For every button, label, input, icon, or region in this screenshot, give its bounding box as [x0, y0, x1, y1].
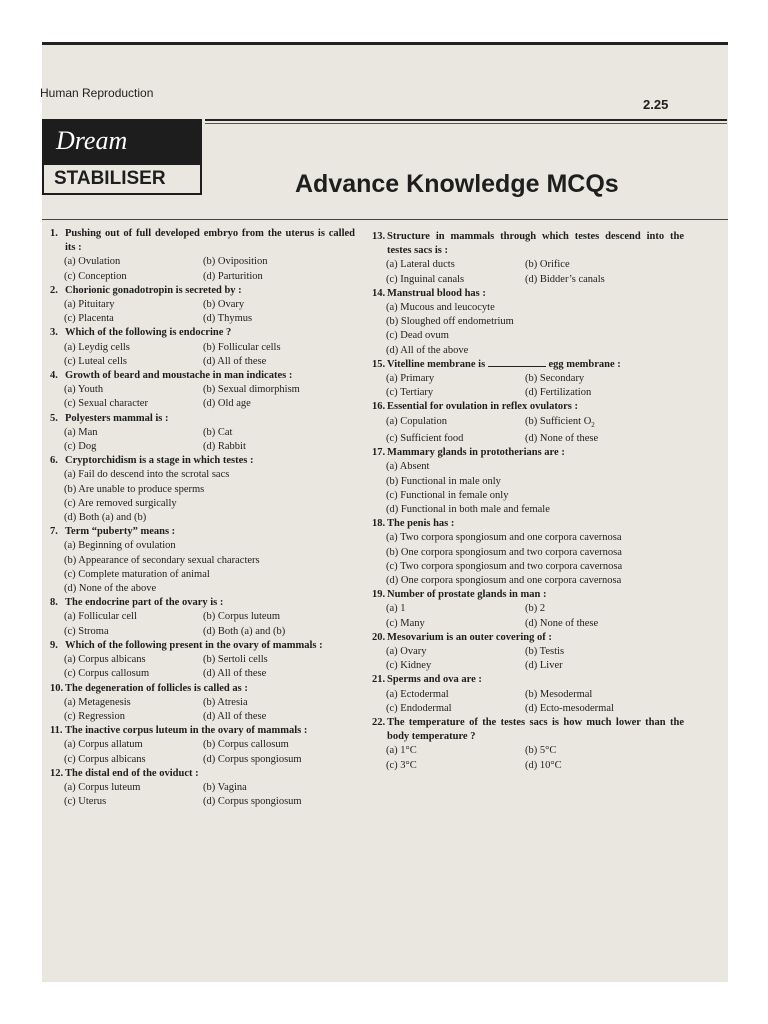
question-text	[65, 767, 355, 781]
option-grid	[372, 460, 684, 517]
option: (b) Vagina	[203, 781, 247, 793]
question-text-main: Vitelline membrane is	[387, 358, 486, 370]
question-stem	[50, 639, 355, 653]
question-number: 10.	[50, 682, 64, 694]
option: (d) Old age	[203, 398, 251, 410]
question-text-main: The degeneration of follicles is called as :	[65, 682, 248, 694]
question-stem	[372, 230, 684, 258]
question-stem	[50, 596, 355, 610]
question	[50, 284, 355, 327]
question-text	[387, 588, 684, 602]
question-number: 3.	[50, 327, 58, 339]
question-stem	[372, 716, 684, 744]
option: (d) None of these	[525, 432, 599, 444]
option: (a) Corpus allatum	[64, 739, 143, 751]
question	[372, 358, 684, 401]
option: (a) Youth	[64, 384, 104, 396]
question-text	[387, 287, 684, 301]
question-text	[387, 230, 684, 258]
option: (a) Follicular cell	[64, 611, 137, 623]
option: (d) All of the above	[386, 344, 469, 356]
option: (b) Functional in male only	[386, 475, 501, 487]
question-number: 15.	[372, 358, 386, 370]
question-stem	[372, 358, 684, 372]
option: (b) Testis	[525, 645, 565, 657]
question	[50, 369, 355, 412]
option: (a) Man	[64, 426, 98, 438]
option: (a) Mucous and leucocyte	[386, 302, 495, 314]
option: (c) Tertiary	[386, 387, 434, 399]
question-number: 5.	[50, 412, 58, 424]
question-stem	[372, 631, 684, 645]
question-number: 19.	[372, 589, 386, 601]
option: (a) Two corpora spongiosum and one corpora cavernosa	[386, 532, 622, 544]
option: (a) 1	[386, 603, 406, 615]
question-text-main: Polyesters mammal is :	[65, 412, 169, 424]
option: (b) Orifice	[525, 259, 570, 271]
question	[50, 525, 355, 596]
question-text	[387, 358, 684, 372]
question-text-main: Cryptorchidism is a stage in which testes :	[65, 455, 254, 467]
section-title: Advance Knowledge MCQs	[295, 170, 619, 198]
question-text	[65, 639, 355, 653]
question-text-main: Growth of beard and moustache in man indicates :	[65, 370, 293, 382]
option: (a) Lateral ducts	[386, 259, 455, 271]
option-grid	[372, 258, 684, 286]
question-number: 18.	[372, 518, 386, 530]
question	[50, 596, 355, 639]
question-text-main: Essential for ovulation in reflex ovulators :	[387, 401, 578, 413]
option: (c) 3°C	[386, 759, 417, 771]
question-text	[387, 631, 684, 645]
question-stem	[50, 525, 355, 539]
question-text	[65, 682, 355, 696]
option: (b) One corpora spongiosum and two corpora cavernosa	[386, 546, 622, 558]
question-stem	[372, 673, 684, 687]
option: (d) None of these	[525, 617, 599, 629]
option: (a) Ovary	[386, 645, 427, 657]
option-grid	[50, 426, 355, 454]
option: (a) Metagenesis	[64, 696, 131, 708]
question-text	[65, 326, 355, 340]
question-text-main: Mammary glands in prototherians are :	[387, 447, 565, 459]
question-number: 17.	[372, 447, 386, 459]
question-text	[65, 724, 355, 738]
option: (b) Corpus luteum	[203, 611, 280, 623]
question-text	[65, 525, 355, 539]
option: (a) Primary	[386, 373, 435, 385]
option: (d) Functional in both male and female	[386, 503, 550, 515]
header-rule	[205, 119, 727, 121]
top-border	[42, 42, 728, 45]
question-text-end: egg membrane :	[548, 358, 621, 370]
question-text	[65, 596, 355, 610]
question-text	[387, 400, 684, 414]
question-text-main: The distal end of the oviduct :	[65, 767, 199, 779]
question-text-main: The temperature of the testes sacs is how much lower than the body temperature ?	[387, 717, 684, 743]
question-text	[387, 673, 684, 687]
option: (c) Sufficient food	[386, 432, 464, 444]
question-number: 14.	[372, 287, 386, 299]
option: (b) 2	[525, 603, 546, 615]
question-text-main: Pushing out of full developed embryo from the uterus is called its :	[65, 228, 355, 254]
option: (d) Parturition	[203, 270, 263, 282]
question-stem	[50, 369, 355, 383]
option: (d) One corpora spongiosum and one corpora cavernosa	[386, 574, 622, 586]
option: (b) Oviposition	[203, 256, 268, 268]
option: (c) Two corpora spongiosum and two corpora cavernosa	[386, 560, 623, 572]
option-grid	[50, 539, 355, 596]
option: (d) Fertilization	[525, 387, 592, 399]
answer-blank	[488, 366, 546, 367]
question	[50, 724, 355, 767]
question-stem	[50, 412, 355, 426]
question-number: 7.	[50, 526, 58, 538]
question-text-main: Mesovarium is an outer covering of :	[387, 631, 552, 643]
question-text	[387, 716, 684, 744]
question-stem	[50, 227, 355, 255]
question-stem	[372, 588, 684, 602]
option: (d) None of the above	[64, 583, 157, 595]
option: (c) Endodermal	[386, 702, 452, 714]
option-grid	[372, 602, 684, 630]
option: (b) Atresia	[203, 696, 248, 708]
option-grid	[372, 688, 684, 716]
option: (b) 5°C	[525, 745, 557, 757]
question-number: 22.	[372, 717, 386, 728]
option-grid	[372, 301, 684, 358]
option: (b) Secondary	[525, 373, 585, 385]
question-number: 13.	[372, 231, 386, 242]
option: (c) Dead ovum	[386, 330, 449, 342]
question-stem	[50, 724, 355, 738]
header-rule-thin	[205, 123, 727, 124]
option: (b) Corpus callosum	[203, 739, 289, 751]
option-grid	[372, 645, 684, 673]
question-stem	[50, 767, 355, 781]
question	[50, 227, 355, 284]
question-text-main: The penis has :	[387, 518, 455, 530]
question-stem	[50, 454, 355, 468]
option: (b) Sexual dimorphism	[203, 384, 300, 396]
question-number: 6.	[50, 455, 58, 467]
question-text	[387, 517, 684, 531]
option-grid	[50, 341, 355, 369]
option: (b) Sloughed off endometrium	[386, 316, 514, 328]
question	[372, 517, 684, 588]
question-number: 11.	[50, 725, 63, 737]
question-text-main: Manstrual blood has :	[387, 287, 486, 299]
question	[50, 639, 355, 682]
option-grid	[372, 415, 684, 447]
question-stem	[50, 682, 355, 696]
logo-stabiliser: STABILISER	[42, 163, 202, 195]
option: (d) Bidder’s canals	[525, 273, 605, 285]
question-text-main: Which of the following present in the ovary of mammals :	[65, 639, 323, 651]
option: (c) Uterus	[64, 796, 107, 808]
question-number: 21.	[372, 674, 386, 686]
option: (d) Both (a) and (b)	[203, 625, 286, 637]
question-text-main: The endocrine part of the ovary is :	[65, 597, 224, 609]
question	[50, 412, 355, 455]
question	[372, 631, 684, 674]
option-grid	[50, 696, 355, 724]
question-text	[65, 454, 355, 468]
option: (b) Appearance of secondary sexual characters	[64, 554, 260, 566]
question	[372, 716, 684, 773]
option-grid	[50, 255, 355, 283]
option: (a) Corpus luteum	[64, 781, 141, 793]
question-number: 9.	[50, 639, 58, 651]
option-grid	[50, 610, 355, 638]
option: (d) Liver	[525, 660, 563, 672]
option-grid	[50, 383, 355, 411]
option: (d) Corpus spongiosum	[203, 753, 302, 765]
option: (a) Corpus albicans	[64, 654, 146, 666]
option: (a) Ectodermal	[386, 688, 449, 700]
question-stem	[50, 326, 355, 340]
question-stem	[50, 284, 355, 298]
question-text-main: Sperms and ova are :	[387, 674, 482, 686]
option: (c) Are removed surgically	[64, 497, 177, 509]
question-text	[65, 284, 355, 298]
option: (c) Stroma	[64, 625, 109, 637]
option: (d) Both (a) and (b)	[64, 512, 147, 524]
option: (a) Copulation	[386, 415, 447, 427]
option: (d) 10°C	[525, 759, 562, 771]
question	[372, 400, 684, 446]
option: (a) Absent	[386, 461, 430, 473]
option-grid	[50, 653, 355, 681]
option: (c) Sexual character	[64, 398, 148, 410]
option: (b) Follicular cells	[203, 341, 281, 353]
question-stem	[372, 287, 684, 301]
question-text	[65, 227, 355, 255]
logo-dream: Dream	[42, 119, 202, 163]
question-number: 20.	[372, 631, 386, 643]
option: (c) Kidney	[386, 660, 432, 672]
option: (c) Dog	[64, 441, 97, 453]
question	[372, 446, 684, 517]
option: (b) Sufficient $O_2$	[525, 415, 595, 429]
question-text-main: Which of the following is endocrine ?	[65, 327, 232, 339]
option: (c) Conception	[64, 270, 127, 282]
option: (c) Corpus callosum	[64, 668, 150, 680]
question	[372, 230, 684, 287]
option-grid	[50, 781, 355, 809]
option: (a) Ovulation	[64, 256, 121, 268]
question-stem	[372, 517, 684, 531]
option-grid	[50, 468, 355, 525]
right-column	[372, 220, 684, 773]
option: (c) Functional in female only	[386, 489, 509, 501]
option-grid	[50, 738, 355, 766]
option: (c) Complete maturation of animal	[64, 568, 210, 580]
option: (d) All of these	[203, 710, 267, 722]
option: (d) Thymus	[203, 313, 253, 325]
option: (b) Mesodermal	[525, 688, 593, 700]
question-stem	[372, 400, 684, 414]
option: (b) Sertoli cells	[203, 654, 268, 666]
option: (c) Many	[386, 617, 425, 629]
option: (c) Inguinal canals	[386, 273, 465, 285]
option-grid	[372, 372, 684, 400]
question-number: 12.	[50, 767, 64, 779]
question-number: 4.	[50, 370, 58, 382]
option-grid	[50, 298, 355, 326]
question-text-main: Chorionic gonadotropin is secreted by :	[65, 284, 242, 296]
option: (a) 1°C	[386, 745, 417, 757]
option: (b) Ovary	[203, 299, 245, 311]
option: (d) All of these	[203, 668, 267, 680]
question	[372, 673, 684, 716]
question-number: 8.	[50, 597, 58, 609]
question-text-main: Structure in mammals through which testes descend into the testes sacs is :	[387, 231, 684, 257]
question	[50, 454, 355, 525]
question	[372, 588, 684, 631]
question-text	[387, 446, 684, 460]
question-number: 1.	[50, 228, 58, 239]
question-text	[65, 412, 355, 426]
option: (a) Pituitary	[64, 299, 115, 311]
option: (c) Regression	[64, 710, 125, 722]
question-number: 16.	[372, 401, 386, 413]
option: (d) Rabbit	[203, 441, 246, 453]
question-number: 2.	[50, 284, 58, 296]
question	[50, 682, 355, 725]
option: (d) Corpus spongiosum	[203, 796, 302, 808]
question	[372, 287, 684, 358]
question-stem	[372, 446, 684, 460]
option-grid	[372, 531, 684, 588]
page-number: 2.25	[643, 97, 669, 112]
question-text-main: Term “puberty” means :	[65, 526, 176, 538]
option: (d) All of these	[203, 355, 267, 367]
option: (d) Ecto-mesodermal	[525, 702, 614, 714]
question	[50, 767, 355, 810]
chapter-title: Human Reproduction	[40, 86, 154, 100]
question-text-main: Number of prostate glands in man :	[387, 589, 547, 601]
option: (c) Placenta	[64, 313, 114, 325]
left-column	[50, 220, 355, 809]
option: (c) Corpus albicans	[64, 753, 146, 765]
question	[50, 326, 355, 369]
option: (a) Fail do descend into the scrotal sacs	[64, 469, 230, 481]
option-grid	[372, 744, 684, 772]
option: (b) Cat	[203, 426, 233, 438]
question-text-main: The inactive corpus luteum in the ovary of mammals :	[65, 725, 308, 737]
option: (b) Are unable to produce sperms	[64, 483, 205, 495]
question-text	[65, 369, 355, 383]
option: (c) Luteal cells	[64, 355, 127, 367]
option: (a) Beginning of ovulation	[64, 540, 176, 552]
option: (a) Leydig cells	[64, 341, 130, 353]
